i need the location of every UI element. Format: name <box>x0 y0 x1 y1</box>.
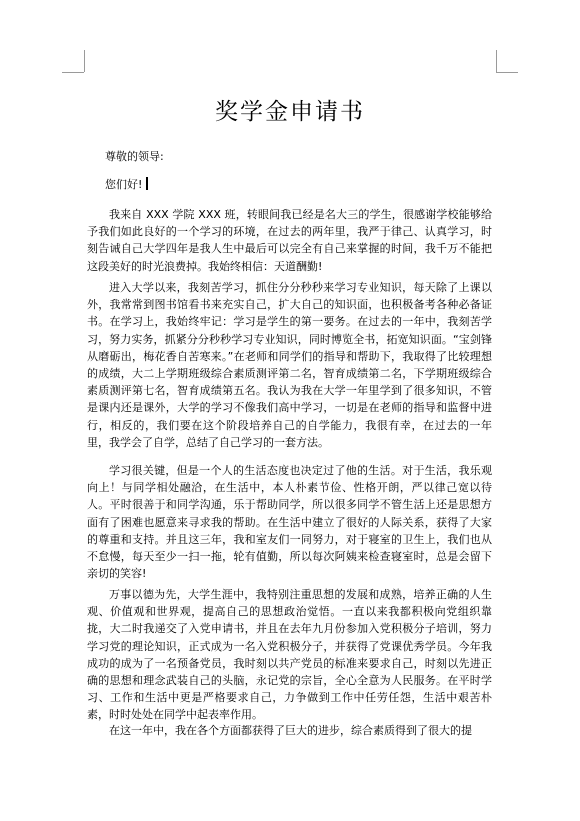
paragraph-4[interactable]: 万事以德为先，大学生涯中，我特别注重思想的发展和成熟，培养正确的人生观、价值观和世界观，提高自己的思想政治觉悟。一直以来我都积极向党组织靠拢，大二时我递交了入党申请书，并且在去年九月份参加入党积极分子培训，努力学习党的理论知识，正式成为一名入党积极分子，并获得了党课优秀学员。今年我成功的成为了一名预备党员，我时刻以共产党员的标准来要求自己，时刻以先进正确的思想和理念武装自己的头脑，永记党的宗旨，全心全意为人民服务。在平时学习、工作和生活中更是严格要求自己，力争做到工作中任劳任怨，生活中艰苦朴素，时时处处在同学中起表率作用。 <box>87 588 492 722</box>
crop-mark <box>84 50 85 72</box>
paragraph-2[interactable]: 进入大学以来，我刻苦学习，抓住分分秒秒来学习专业知识，每天除了上课以外，我常常到图书馆看书来充实自己，扩大自己的知识面，也积极备考各种必备证书。在学习上，我始终牢记：学习是学生的第一要务。在过去的一年中，我刻苦学习，努力实务，抓紧分分秒秒学习专业知识，同时博览全书，拓宽知识面。“宝剑锋从磨砺出，梅花香自苦寒来。”在老师和同学们的指导和帮助下，我取得了比较理想的成绩，大二上学期班级综合素质测评第二名，智育成绩第二名，下学期班级综合素质测评第七名，智育成绩第五名。我认为我在大学一年里学到了很多知识，不管是课内还是课外，大学的学习不像我们高中学习，一切是在老师的指导和监督中进行，相反的，我们要在这个阶段培养自己的自学能力，我很有幸，在过去的一年里，我学会了自学，总结了自己学习的一套方法。 <box>87 281 492 449</box>
text-cursor <box>146 177 148 190</box>
greeting-line[interactable] <box>105 176 148 192</box>
paragraph-5[interactable]: 在这一年中，我在各个方面都获得了巨大的进步，综合素质得到了很大的提 <box>109 724 472 737</box>
crop-mark <box>496 72 518 73</box>
salutation[interactable]: 尊敬的领导: <box>105 150 164 163</box>
greeting-text: 您们好! <box>105 178 143 191</box>
document-title: 奖学金申请书 <box>215 99 365 125</box>
paragraph-3[interactable]: 学习很关键，但是一个人的生活态度也决定过了他的生活。对于生活，我乐观向上！与同学相处融洽，在生活中，本人朴素节俭、性格开朗，严以律己宽以待人。平时很善于和同学沟通，乐于帮助同学，所以很多同学不管生活上还是思想方面有了困难也愿意来寻求我的帮助。在生活中建立了很好的人际关系，获得了大家的尊重和支持。并且这三年，我和室友们一同努力，对于寝室的卫生上，我们也从不怠慢，每天至少一扫一拖，轮有值勤，所以每次阿姨来检查寝室时，总是会留下亲切的笑容! <box>87 464 492 581</box>
crop-mark <box>62 72 84 73</box>
crop-mark <box>496 50 497 72</box>
paragraph-1[interactable]: 我来自 XXX 学院 XXX 班，转眼间我已经是名大三的学生，很感谢学校能够给予我们如此良好的一个学习的环境，在过去的两年里，我严于律己、认真学习，时刻告诫自己大学四年是我人生中最后可以完全有自己来掌握的时间，我千万不能把这段美好的时光浪费掉。我始终相信：天道酬勤! <box>87 208 492 273</box>
